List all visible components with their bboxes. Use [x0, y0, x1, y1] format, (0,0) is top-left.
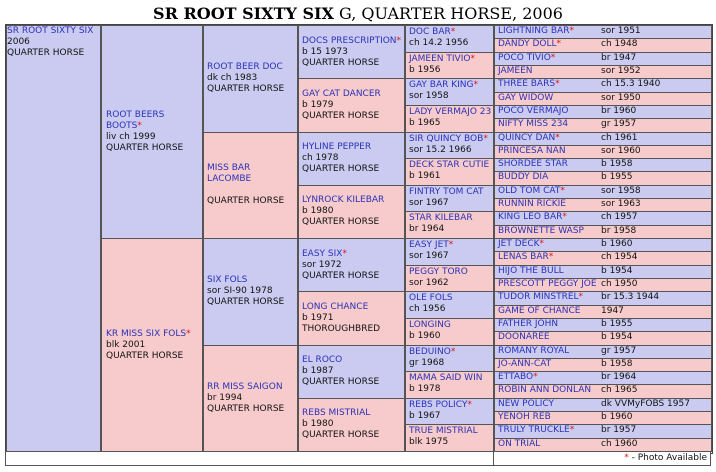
photo-star-marker: *	[624, 453, 629, 463]
horse-color-year: br 1994	[207, 392, 243, 403]
horse-color-year: sor 1950	[601, 92, 641, 103]
horse-name-link[interactable]	[498, 146, 601, 157]
horse-color-year: b 1965	[409, 117, 441, 128]
pedigree-cell-gen4	[405, 211, 494, 239]
horse-color-year: b 1961	[409, 171, 441, 182]
horse-color-year: br 1957	[601, 425, 637, 436]
horse-color-year: liv ch 1999	[106, 132, 156, 142]
horse-color-year: ch 1957	[601, 212, 638, 223]
horse-breed: QUARTER HORSE	[302, 164, 380, 175]
horse-name-link[interactable]: GAY CAT DANCER	[302, 88, 381, 99]
horse-color-year: b 1971	[302, 312, 334, 323]
pedigree-cell-gen5	[494, 78, 712, 92]
horse-name-link[interactable]: LADY VERMAJO 23	[409, 106, 492, 117]
horse-name-link[interactable]: EASY JET	[409, 240, 449, 250]
horse-color-year: br 1947	[601, 52, 637, 63]
horse-name-line	[409, 320, 490, 331]
horse-name-line	[409, 160, 490, 171]
horse-name-text: TUDOR MINSTREL	[498, 292, 579, 303]
horse-name-link[interactable]: DECK STAR CUTIE	[409, 160, 490, 171]
horse-breed: QUARTER HORSE	[302, 270, 380, 281]
horse-name-text: ROMANY ROYAL	[498, 345, 570, 356]
horse-name-link[interactable]: REBS POLICY	[409, 399, 468, 410]
pedigree-cell-gen5	[494, 225, 712, 239]
pedigree-cell-gen5	[494, 158, 712, 172]
horse-breed: QUARTER HORSE	[106, 350, 184, 361]
horse-name-line	[106, 329, 198, 340]
photo-star-icon: *	[550, 52, 556, 63]
horse-breed: QUARTER HORSE	[302, 110, 380, 121]
photo-star-icon: *	[467, 399, 472, 410]
horse-name-text: NEW POLICY	[498, 398, 554, 409]
horse-color-year: sor 1962	[409, 277, 449, 288]
horse-name-line	[409, 426, 490, 437]
horse-name-link[interactable]	[498, 385, 601, 396]
horse-name-link[interactable]	[498, 26, 601, 37]
horse-name-link[interactable]: DOCS PRESCRIPTION	[302, 35, 397, 46]
horse-name-line	[106, 110, 198, 132]
horse-name-text: HIJO THE BULL	[498, 265, 564, 276]
horse-name-link[interactable]	[498, 79, 601, 90]
pedigree-cell-gen5	[494, 198, 712, 212]
pedigree-chart	[5, 24, 713, 454]
pedigree-cell-gen5	[494, 305, 712, 319]
horse-color-year	[207, 185, 294, 196]
horse-color-year: sor 1967	[409, 197, 449, 208]
title-horse-name: SR ROOT SIXTY SIX	[153, 4, 334, 23]
horse-color-year: ch 1956	[409, 304, 446, 315]
pedigree-cell-gen4	[405, 158, 494, 186]
horse-name-text: FATHER JOHN	[498, 318, 559, 329]
pedigree-cell-gen5	[494, 251, 712, 265]
horse-name-line	[409, 27, 490, 38]
horse-color-year: ch 1960	[601, 438, 638, 449]
horse-color-year: sor 1963	[601, 199, 641, 210]
horse-color-year: gr 1957	[601, 345, 637, 356]
horse-name-link[interactable]: KR MISS SIX FOLS	[106, 328, 187, 339]
subject-foaled: 2006	[7, 37, 30, 47]
pedigree-cell-gen5	[494, 132, 712, 146]
horse-name-line	[409, 267, 490, 278]
horse-name-text: ROBIN ANN DONLAN	[498, 385, 592, 396]
pedigree-cell-gen5	[494, 105, 712, 119]
horse-name-line	[409, 134, 490, 145]
pedigree-cell-gen4	[405, 318, 494, 346]
pedigree-cell-gen4	[405, 265, 494, 293]
horse-name-link[interactable]	[498, 212, 601, 223]
horse-color-year: dk VVMyFOBS 1957	[601, 398, 690, 409]
pedigree-cell-gen2	[203, 132, 298, 240]
horse-name-text: LIGHTNING BAR	[498, 26, 570, 36]
pedigree-cell-gen5	[494, 438, 712, 452]
pedigree-cell-gen3	[298, 132, 405, 186]
pedigree-cell-gen4	[405, 185, 494, 213]
pedigree-cell-gen2	[203, 25, 298, 133]
horse-color-year: b 1960	[601, 412, 633, 423]
photo-star-icon: *	[555, 132, 560, 143]
pedigree-cell-gen4	[405, 424, 494, 452]
horse-name-line	[409, 187, 490, 198]
pedigree-cell-gen5	[494, 38, 712, 52]
horse-name-link[interactable]	[498, 439, 601, 450]
pedigree-cell-gen5	[494, 211, 712, 225]
horse-name-text: PRINCESA NAN	[498, 145, 566, 156]
horse-color-year: b 1958	[601, 358, 633, 369]
pedigree-cell-gen5	[494, 358, 712, 372]
horse-color-year: b 1954	[601, 332, 633, 343]
horse-name-text: SHORDEE STAR	[498, 159, 568, 170]
pedigree-cell-gen3	[298, 185, 405, 239]
pedigree-cell-gen5	[494, 92, 712, 106]
horse-name-text: OLD TOM CAT	[498, 185, 561, 196]
pedigree-cell-gen4	[405, 52, 494, 80]
horse-name-link[interactable]: EASY SIX	[302, 248, 343, 259]
pedigree-cell-gen4	[405, 371, 494, 399]
horse-name-link[interactable]	[498, 119, 601, 130]
pedigree-cell-gen3	[298, 345, 405, 399]
horse-name-line	[409, 240, 490, 251]
horse-name-link[interactable]: LONG CHANCE	[302, 301, 369, 312]
horse-name-text: BROWNETTE WASP	[498, 225, 584, 236]
horse-name-text: NIFTY MISS 234	[498, 119, 569, 130]
horse-name-text: JET DECK	[498, 239, 540, 249]
horse-name-link[interactable]: RR MISS SAIGON	[207, 381, 283, 392]
horse-color-year: b 1987	[302, 366, 334, 377]
horse-name-line	[409, 347, 490, 358]
pedigree-cell-gen5	[494, 238, 712, 252]
horse-name-link[interactable]	[498, 226, 601, 237]
horse-name-link[interactable]: ROOT BEERS BOOTS	[106, 110, 165, 131]
horse-color-year: ch 1948	[601, 39, 638, 50]
horse-name-text: LENAS BAR	[498, 252, 549, 263]
horse-color-year: b 1956	[409, 64, 441, 75]
photo-star-icon: *	[473, 80, 478, 91]
subject-horse-name[interactable]: SR ROOT SIXTY SIX	[7, 26, 94, 36]
horse-name-text: KING LEO BAR	[498, 212, 563, 223]
horse-breed: QUARTER HORSE	[207, 297, 285, 308]
horse-name-link[interactable]	[498, 306, 601, 317]
horse-name-link[interactable]	[498, 319, 601, 330]
photo-legend	[493, 451, 711, 466]
horse-name-link[interactable]: DOC BAR	[409, 27, 451, 37]
horse-name-link[interactable]	[498, 266, 601, 277]
horse-name-link[interactable]	[498, 199, 601, 210]
horse-name-text: TRULY TRUCKLE	[498, 425, 570, 436]
photo-star-icon: *	[569, 26, 574, 36]
title-details: G, QUARTER HORSE, 2006	[333, 4, 563, 23]
pedigree-cell-gen5	[494, 65, 712, 79]
pedigree-cell-gen5	[494, 118, 712, 132]
pedigree-cell-gen3	[298, 25, 405, 79]
photo-star-icon: *	[578, 292, 584, 303]
pedigree-cell-gen5	[494, 318, 712, 332]
horse-name-line	[302, 249, 401, 260]
pedigree-cell-gen5	[494, 345, 712, 359]
horse-name-line	[207, 275, 294, 286]
horse-name-link[interactable]	[498, 186, 601, 197]
horse-name-link[interactable]	[498, 346, 601, 357]
subject-horse-cell	[6, 25, 101, 452]
horse-color-year: b 1958	[601, 159, 633, 170]
photo-star-icon: *	[555, 79, 560, 90]
horse-name-line	[302, 302, 401, 313]
horse-name-link[interactable]: OLE FOLS	[409, 293, 453, 304]
horse-color-year: sor SI-90 1978	[207, 286, 273, 297]
photo-star-icon: *	[186, 328, 191, 339]
horse-name-line	[302, 195, 401, 206]
horse-color-year: sor 1952	[601, 65, 641, 76]
pedigree-cell-gen3	[298, 398, 405, 452]
horse-name-text: GAY WIDOW	[498, 92, 554, 103]
horse-color-year: gr 1957	[601, 119, 637, 130]
photo-legend-text: - Photo Available	[628, 453, 707, 463]
horse-color-year: ch 1965	[601, 385, 638, 396]
photo-star-icon: *	[342, 248, 347, 259]
horse-name-link[interactable]	[498, 332, 601, 343]
pedigree-cell-gen5	[494, 424, 712, 438]
horse-breed: QUARTER HORSE	[302, 217, 380, 228]
horse-name-link[interactable]: TRUE MISTRIAL	[409, 426, 478, 437]
horse-name-text: BUDDY DIA	[498, 172, 549, 183]
horse-name-link[interactable]	[498, 106, 601, 117]
horse-name-link[interactable]	[498, 93, 601, 104]
horse-name-link[interactable]: FINTRY TOM CAT	[409, 186, 484, 197]
horse-name-line	[409, 54, 490, 65]
horse-name-link[interactable]: EL ROCO	[302, 355, 343, 366]
photo-star-icon: *	[562, 212, 567, 223]
pedigree-cell-gen4	[405, 78, 494, 106]
horse-color-year: sor 1972	[302, 259, 342, 270]
pedigree-cell-gen5	[494, 145, 712, 159]
horse-name-link[interactable]: SIR QUINCY BOB	[409, 133, 484, 144]
horse-color-year: br 1964	[409, 224, 445, 235]
horse-color-year: sor 1958	[601, 185, 641, 196]
horse-name-link[interactable]: SIX FOLS	[207, 275, 248, 286]
horse-name-text: ON TRIAL	[498, 438, 541, 449]
horse-color-year: b 1955	[601, 172, 633, 183]
pedigree-cell-gen3	[298, 291, 405, 345]
photo-star-icon: *	[450, 346, 456, 357]
pedigree-cell-gen5	[494, 291, 712, 305]
photo-star-icon: *	[560, 185, 565, 196]
horse-name-text: RUNNIN RICKIE	[498, 199, 566, 210]
horse-name-link[interactable]: HYLINE PEPPER	[302, 142, 372, 153]
horse-name-text: POCO VERMAJO	[498, 105, 569, 116]
horse-name-link[interactable]	[498, 279, 601, 290]
horse-breed: QUARTER HORSE	[302, 57, 380, 68]
horse-color-year: dk ch 1983	[207, 73, 258, 84]
horse-color-year: br 1958	[601, 225, 637, 236]
horse-name-line	[302, 142, 401, 153]
horse-name-link[interactable]: MISS BAR LACOMBE	[207, 163, 252, 185]
horse-name-line	[302, 36, 401, 47]
horse-name-link[interactable]: JAMEEN TIVIO	[409, 53, 471, 64]
horse-name-line	[207, 163, 294, 185]
horse-name-text: ETTABO	[498, 372, 534, 383]
horse-color-year: b 1960	[409, 330, 441, 341]
horse-name-link[interactable]: STAR KILEBAR	[409, 213, 473, 224]
horse-color-year: 1947	[601, 305, 624, 316]
horse-name-link[interactable]	[498, 292, 601, 303]
horse-name-link[interactable]: BEDUINO	[409, 346, 451, 357]
horse-color-year: b 1967	[409, 410, 441, 421]
horse-color-year: b 1978	[409, 384, 441, 395]
horse-name-line	[409, 213, 490, 224]
horse-color-year: sor 1967	[409, 251, 449, 261]
horse-name-text: DANDY DOLL	[498, 39, 557, 50]
horse-name-link[interactable]: LYNROCK KILEBAR	[302, 195, 385, 206]
horse-name-link[interactable]	[498, 39, 601, 50]
photo-star-icon: *	[483, 133, 488, 144]
pedigree-cell-gen5	[494, 384, 712, 398]
pedigree-cell-gen5	[494, 25, 712, 39]
horse-name-text: THREE BARS	[498, 79, 556, 90]
horse-color-year: sor 1951	[601, 26, 641, 36]
horse-name-text: POCO TIVIO	[498, 52, 551, 63]
horse-color-year: b 1954	[601, 265, 633, 276]
horse-name-link[interactable]	[498, 133, 601, 144]
horse-name-line	[207, 62, 294, 73]
horse-name-line	[409, 293, 490, 304]
pedigree-cell-gen3	[298, 78, 405, 132]
horse-color-year: ch 15.3 1940	[601, 79, 661, 90]
horse-color-year: b 1980	[302, 206, 334, 217]
photo-star-icon: *	[396, 35, 402, 46]
horse-color-year: b 1979	[302, 99, 334, 110]
horse-name-link[interactable]: GAY BAR KING	[409, 80, 474, 91]
pedigree-cell-gen5	[494, 52, 712, 66]
horse-color-year: sor 15.2 1966	[409, 144, 472, 155]
horse-color-year: ch 1961	[601, 132, 638, 143]
horse-name-text: GAME OF CHANCE	[498, 305, 581, 316]
horse-color-year: sor 1958	[409, 91, 449, 102]
pedigree-cell-gen2	[203, 238, 298, 346]
subject-breed: QUARTER HORSE	[7, 48, 85, 58]
pedigree-cell-gen3	[298, 238, 405, 292]
horse-color-year: ch 14.2 1956	[409, 38, 469, 48]
horse-color-year: gr 1968	[409, 357, 445, 368]
horse-name-line	[409, 400, 490, 411]
pedigree-cell-gen5	[494, 185, 712, 199]
horse-name-link[interactable]	[498, 399, 601, 410]
horse-breed: QUARTER HORSE	[106, 143, 184, 153]
pedigree-cell-gen5	[494, 411, 712, 425]
horse-color-year: b 1980	[302, 419, 334, 430]
pedigree-cell-gen4	[405, 398, 494, 426]
pedigree-cell-gen5	[494, 331, 712, 345]
photo-star-icon: *	[548, 252, 554, 263]
horse-name-link[interactable]: REBS MISTRIAL	[302, 408, 371, 419]
dam-cell	[101, 238, 203, 452]
pedigree-cell-gen4	[405, 238, 494, 266]
photo-star-icon: *	[137, 121, 142, 131]
pedigree-cell-gen2	[203, 345, 298, 453]
photo-star-icon: *	[569, 425, 575, 436]
photo-star-icon: *	[448, 240, 454, 250]
horse-color-year: sor 1960	[601, 145, 641, 156]
horse-color-year: b 15 1973	[302, 46, 348, 57]
photo-star-icon: *	[539, 239, 545, 249]
horse-name-link[interactable]	[498, 159, 601, 170]
horse-color-year: ch 1950	[601, 278, 638, 289]
horse-name-line	[207, 382, 294, 393]
photo-star-icon: *	[470, 53, 475, 64]
horse-color-year: b 1960	[601, 239, 633, 249]
horse-color-year: ch 1954	[601, 252, 638, 263]
horse-color-year: br 1964	[601, 372, 637, 383]
horse-name-text: DOONAREE	[498, 332, 550, 343]
horse-name-line	[409, 373, 490, 384]
photo-star-icon: *	[450, 27, 456, 37]
pedigree-cell-gen5	[494, 371, 712, 385]
horse-name-link[interactable]	[498, 359, 601, 370]
footer-blank-cell	[5, 451, 493, 466]
horse-breed: QUARTER HORSE	[207, 403, 285, 414]
horse-name-link[interactable]: PEGGY TORO	[409, 266, 468, 277]
horse-name-link[interactable]: LONGING	[409, 319, 451, 330]
horse-name-line	[302, 355, 401, 366]
horse-name-link[interactable]	[498, 412, 601, 423]
horse-name-text: JAMEEN	[498, 65, 533, 76]
horse-name-link[interactable]: MAMA SAID WIN	[409, 373, 483, 384]
photo-star-icon: *	[533, 372, 538, 383]
horse-breed: QUARTER HORSE	[207, 196, 285, 207]
horse-breed: QUARTER HORSE	[207, 84, 285, 95]
horse-name-line	[302, 408, 401, 419]
horse-color-year: blk 1975	[409, 437, 449, 448]
horse-name-line	[409, 107, 490, 118]
pedigree-cell-gen5	[494, 278, 712, 292]
pedigree-cell-gen4	[405, 345, 494, 373]
pedigree-cell-gen5	[494, 265, 712, 279]
horse-color-year: br 1960	[601, 105, 637, 116]
horse-name-line	[302, 89, 401, 100]
horse-breed: QUARTER HORSE	[302, 377, 380, 388]
horse-name-text: PRESCOTT PEGGY JOE	[498, 278, 597, 289]
horse-name-link[interactable]	[498, 239, 601, 250]
horse-color-year: ch 1978	[302, 153, 339, 164]
horse-name-link[interactable]	[498, 425, 601, 436]
horse-name-text: QUINCY DAN	[498, 132, 556, 143]
horse-name-link[interactable]	[498, 252, 601, 263]
pedigree-cell-gen4	[405, 132, 494, 160]
pedigree-cell-gen5	[494, 398, 712, 412]
horse-name-text: YENOH REB	[498, 412, 551, 423]
photo-star-icon: *	[556, 39, 561, 50]
horse-name-link[interactable]	[498, 172, 601, 183]
horse-breed: QUARTER HORSE	[302, 430, 380, 441]
sire-cell	[101, 25, 203, 239]
horse-name-line	[409, 80, 490, 91]
horse-breed: THOROUGHBRED	[302, 323, 381, 334]
pedigree-cell-gen4	[405, 105, 494, 133]
pedigree-cell-gen5	[494, 171, 712, 185]
horse-name-link[interactable]	[498, 372, 601, 383]
horse-name-text: JO-ANN-CAT	[498, 358, 552, 369]
pedigree-cell-gen4	[405, 291, 494, 319]
horse-color-year: br 15.3 1944	[601, 292, 660, 303]
page-title	[0, 4, 716, 23]
horse-name-link[interactable]	[498, 66, 601, 77]
pedigree-cell-gen4	[405, 25, 494, 53]
horse-name-link[interactable]	[498, 53, 601, 64]
horse-name-link[interactable]: ROOT BEER DOC	[207, 62, 283, 73]
horse-color-year: b 1955	[601, 318, 633, 329]
horse-color-year: blk 2001	[106, 339, 146, 350]
